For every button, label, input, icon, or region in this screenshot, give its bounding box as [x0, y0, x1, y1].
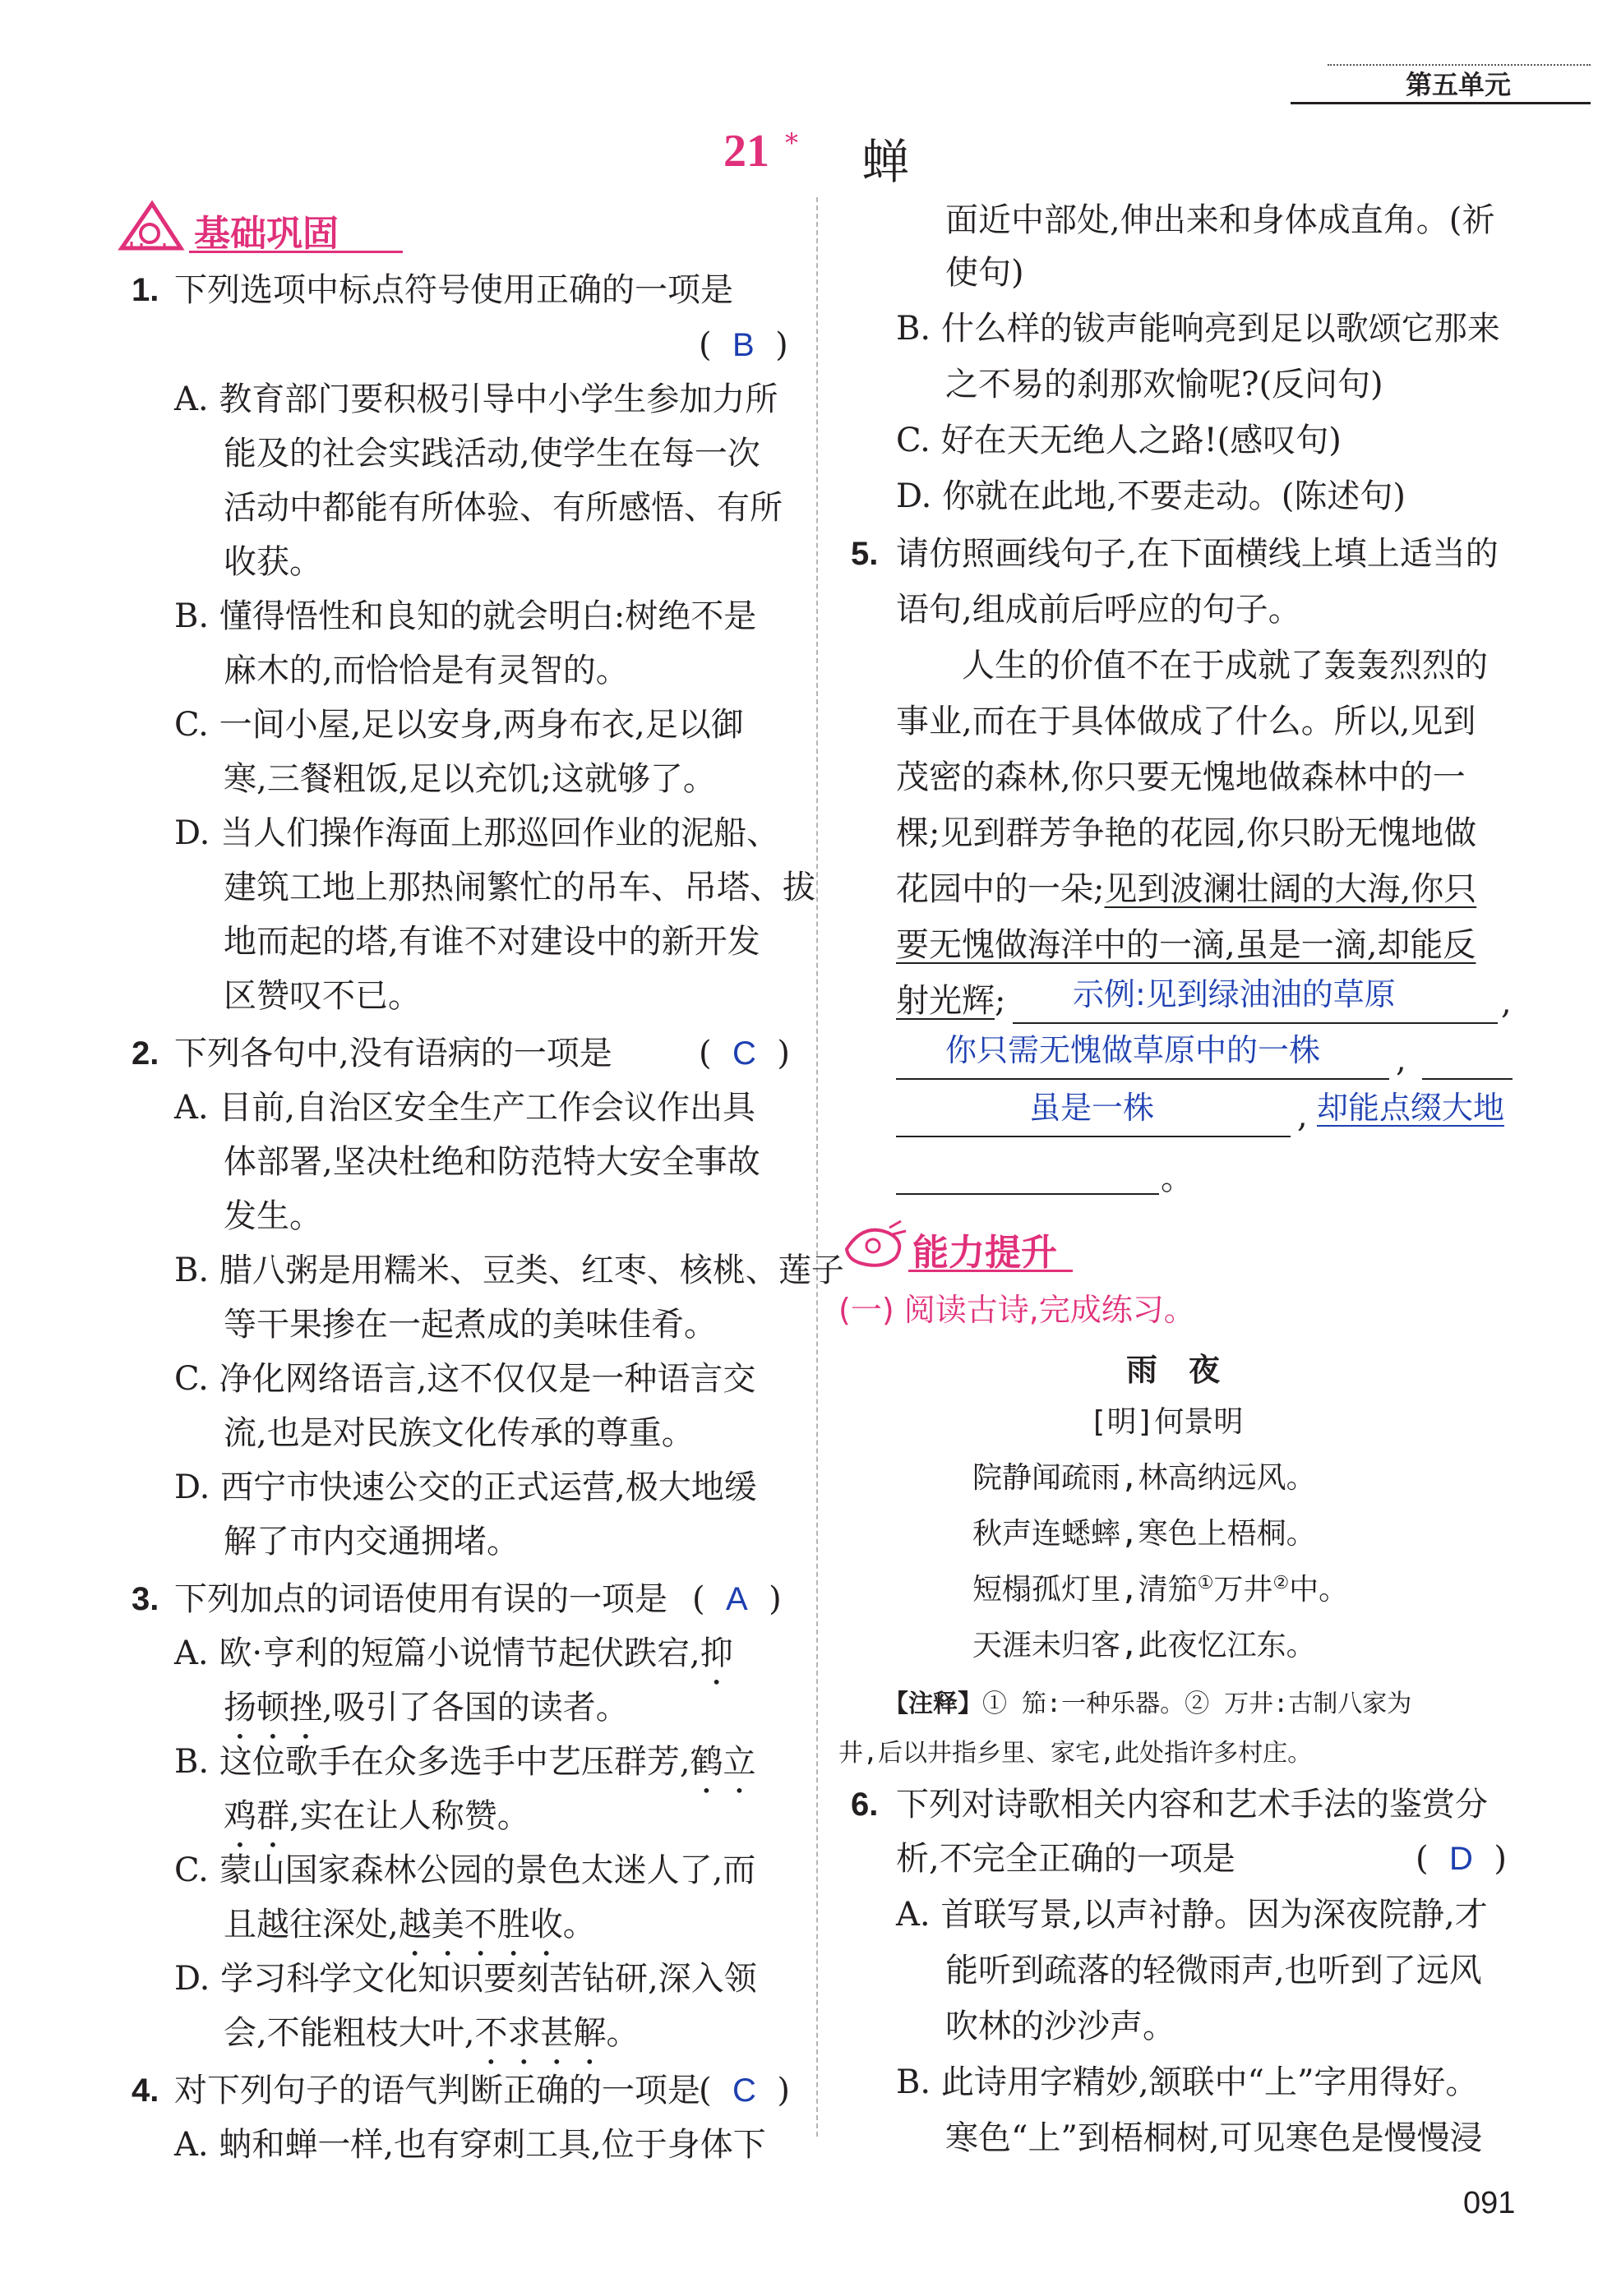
q2-answer-value: C — [732, 1035, 756, 1072]
q3-b2-text: ,实在让人称赞。 — [289, 1797, 530, 1835]
q1-option-c-2: 寒,三餐粗饭,足以充饥;这就够了。 — [224, 760, 716, 798]
q3-number: 3. — [132, 1581, 159, 1617]
basics-underline — [189, 251, 403, 253]
q3-b1-text: B. 这位歌手在众多选手中艺压群芳, — [174, 1743, 690, 1781]
q5-fill-2: 你只需无愧做草原中的一株 — [945, 1032, 1321, 1068]
q3-c2-text: 且越往深处, — [224, 1906, 399, 1943]
q4-option-a-2: 面近中部处,伸出来和身体成直角。(祈 — [945, 201, 1495, 239]
q2-answer: ( C ) — [699, 1035, 790, 1072]
q5-passage-3: 茂密的森林,你只要无愧地做森林中的一 — [896, 758, 1466, 796]
ability-icon — [838, 1216, 912, 1274]
q5-fill-3: 虽是一株 — [1029, 1090, 1155, 1126]
q5-comma-2: , — [1396, 1041, 1406, 1079]
q5-fill-1: 示例:见到绿油油的草原 — [1073, 976, 1396, 1012]
note-text-1: ① 笳:一种乐器。② 万井:古制八家为 — [982, 1690, 1412, 1718]
q6-option-b-2: 寒色“上”到梧桐树,可见寒色是慢慢浸 — [945, 2119, 1483, 2157]
q5-passage-2: 事业,而在于具体做成了什么。所以,见到 — [896, 703, 1476, 740]
q6-answer-value: D — [1449, 1841, 1473, 1877]
unit-label: 第五单元 — [1406, 69, 1512, 100]
q3-answer-value: A — [726, 1581, 748, 1617]
q1-option-a-1: A. 教育部门要积极引导中小学生参加力所 — [174, 380, 778, 418]
q2-option-b-2: 等干果掺在一起煮成的美味佳肴。 — [224, 1306, 717, 1344]
q6-option-a-3: 吹林的沙沙声。 — [945, 2008, 1175, 2045]
q3-answer: ( A ) — [692, 1580, 782, 1618]
q3-a1-text: A. 欧·亨利的短篇小说情节起伏跌宕, — [174, 1634, 700, 1672]
q6-stem-2: 析,不完全正确的一项是 — [896, 1840, 1235, 1878]
q4-option-b-1: B. 什么样的钹声能响亮到足以歌颂它那来 — [896, 310, 1500, 348]
q1-option-b-2: 麻木的,而恰恰是有灵智的。 — [224, 652, 629, 689]
q4-stem: 对下列句子的语气判断正确的一项是 — [174, 2072, 700, 2109]
q1-number: 1. — [132, 272, 159, 308]
q1-option-a-3: 活动中都能有所体验、有所感悟、有所 — [224, 489, 783, 527]
q5-blank-4[interactable] — [896, 1136, 1291, 1137]
q4-option-c: C. 好在天无绝人之路!(感叹句) — [896, 422, 1342, 459]
poem-line-3-a: 短榻孤灯里,清笳 — [972, 1573, 1198, 1607]
q3-option-d-1: D. 学习科学文化知识要刻苦钻研,深入领 — [174, 1960, 757, 1998]
poem-line-2: 秋声连蟋蟀,寒色上梧桐。 — [972, 1517, 1316, 1551]
q3-d2-end: 。 — [606, 2014, 640, 2052]
q3-a2-text: ,吸引了各国的读者。 — [322, 1689, 629, 1727]
q6-option-a-1: A. 首联写景,以声衬静。因为深夜院静,才 — [896, 1896, 1488, 1934]
q5-stem-2: 语句,组成前后呼应的句子。 — [896, 591, 1301, 629]
q2-option-c-2: 流,也是对民族文化传承的尊重。 — [224, 1414, 695, 1452]
q4-option-a-3: 使句) — [945, 254, 1024, 292]
q3-b2-dotted: 鸡群 — [224, 1797, 289, 1835]
q3-option-a-1 — [174, 1630, 733, 1692]
q5-p7-underlined: 射光辉 — [896, 982, 995, 1020]
q5-p5-text: 花园中的一朵; — [896, 870, 1105, 908]
q3-option-c-2 — [224, 1902, 596, 1963]
q1-option-d-2: 建筑工地上那热闹繁忙的吊车、吊塔、拔 — [224, 869, 815, 906]
q5-passage-5 — [896, 866, 1476, 912]
q1-stem: 下列选项中标点符号使用正确的一项是 — [174, 271, 733, 309]
poem-author: [明]何景明 — [1089, 1405, 1244, 1439]
q1-option-d-3: 地而起的塔,有谁不对建设中的新开发 — [224, 923, 760, 961]
q2-option-d-2: 解了市内交通拥堵。 — [224, 1523, 520, 1561]
q5-blank-2[interactable] — [896, 1078, 1389, 1080]
q3-a1-dotted: 抑 — [700, 1634, 733, 1672]
reading-one-heading: (一) 阅读古诗,完成练习。 — [838, 1292, 1195, 1328]
q2-option-c-1: C. 净化网络语言,这不仅仅是一种语言交 — [174, 1360, 756, 1398]
q2-number: 2. — [132, 1035, 159, 1072]
q1-option-d-1: D. 当人们操作海面上那巡回作业的泥船、 — [174, 814, 780, 852]
q5-period: 。 — [1161, 1160, 1194, 1197]
poem-notes-2: 井,后以井指乡里、家宅,此处指许多村庄。 — [838, 1739, 1313, 1768]
q6-option-b-1: B. 此诗用字精妙,颔联中“上”字用得好。 — [896, 2063, 1479, 2101]
q4-answer: ( C ) — [699, 2072, 790, 2109]
q1-option-b-1: B. 懂得悟性和良知的就会明白:树绝不是 — [174, 597, 757, 635]
q2-option-a-2: 体部署,坚决杜绝和防范特大安全事故 — [224, 1143, 760, 1181]
q2-option-d-1: D. 西宁市快速公交的正式运营,极大地缓 — [174, 1468, 757, 1506]
q3-option-c-1: C. 蒙山国家森林公园的景色太迷人了,而 — [174, 1851, 756, 1889]
q5-blank-1[interactable] — [1013, 1022, 1498, 1024]
q3-d2-dotted: 不求甚解 — [474, 2014, 607, 2052]
q3-d2-text: 会,不能粗枝大叶, — [224, 2014, 475, 2052]
q2-option-a-3: 发生。 — [224, 1197, 322, 1235]
poem-line-1: 院静闻疏雨,林高纳远风。 — [972, 1461, 1316, 1495]
lesson-number: 21 — [723, 126, 769, 177]
q4-option-d: D. 你就在此地,不要走动。(陈述句) — [896, 477, 1406, 515]
poem-line-3-c: 中。 — [1289, 1573, 1349, 1607]
q3-stem: 下列加点的词语使用有误的一项是 — [174, 1580, 667, 1618]
q5-passage-4: 棵;见到群芳争艳的花园,你只盼无愧地做 — [896, 814, 1477, 852]
q2-stem: 下列各句中,没有语病的一项是 — [174, 1035, 612, 1072]
q3-option-b-1 — [174, 1739, 756, 1800]
q2-option-b-1: B. 腊八粥是用糯米、豆类、红枣、核桃、莲子 — [174, 1252, 844, 1289]
q1-answer-value: B — [732, 327, 755, 363]
q4-option-b-2: 之不易的刹那欢愉呢?(反问句) — [945, 366, 1383, 403]
q5-number: 5. — [851, 536, 879, 572]
q6-stem-1: 下列对诗歌相关内容和艺术手法的鉴赏分 — [896, 1786, 1488, 1823]
poem-notes-1 — [884, 1683, 1411, 1719]
poem-line-3 — [972, 1566, 1348, 1608]
q5-blank-3[interactable] — [1422, 1078, 1513, 1080]
q5-comma-3: , — [1297, 1097, 1308, 1135]
q4-number: 4. — [132, 2072, 159, 2109]
q5-passage-7 — [896, 978, 1005, 1024]
column-divider — [816, 197, 818, 2137]
q6-option-a-2: 能听到疏落的轻微雨声,也听到了远风 — [945, 1952, 1482, 1989]
lesson-star: * — [785, 127, 798, 159]
q3-option-a-2 — [224, 1685, 629, 1746]
q5-comma-1: , — [1501, 984, 1512, 1021]
q3-option-d-2 — [224, 2010, 639, 2072]
q1-option-c-1: C. 一间小屋,足以安身,两身布衣,足以御 — [174, 706, 744, 744]
basics-icon — [115, 197, 189, 255]
q2-option-a-1: A. 目前,自治区安全生产工作会议作出具 — [174, 1089, 756, 1127]
page-number: 091 — [1463, 2186, 1516, 2220]
q4-answer-value: C — [732, 2072, 756, 2109]
q5-passage-6: 要无愧做海洋中的一滴,虽是一滴,却能反 — [896, 926, 1476, 964]
poem-line-4: 天涯未归客,此夜忆江东。 — [972, 1629, 1316, 1662]
section-ability: 能力提升 — [912, 1232, 1057, 1274]
footnote-ref-2: ② — [1272, 1573, 1290, 1593]
q3-c2-dotted: 越美不胜收 — [398, 1906, 563, 1943]
q3-b1-dotted: 鹤立 — [690, 1743, 756, 1781]
q5-passage-1: 人生的价值不在于成就了轰轰烈烈的 — [962, 647, 1488, 685]
q5-stem-1: 请仿照画线句子,在下面横线上填上适当的 — [896, 535, 1499, 573]
footnote-ref-1: ① — [1197, 1573, 1214, 1593]
q4-option-a-1: A. 蚋和蝉一样,也有穿刺工具,位于身体下 — [174, 2126, 766, 2164]
q3-c2-end: 。 — [562, 1906, 596, 1943]
q1-option-d-4: 区赞叹不已。 — [224, 977, 421, 1015]
ability-underline — [908, 1270, 1073, 1272]
q1-option-a-4: 收获。 — [224, 543, 322, 581]
q5-fill-4: 却能点缀大地 — [1317, 1090, 1505, 1126]
q6-number: 6. — [851, 1787, 879, 1823]
q3-option-b-2 — [224, 1793, 530, 1855]
poem-line-3-b: 万井 — [1213, 1573, 1273, 1607]
header-rule — [1291, 102, 1591, 104]
note-label: 【注释】 — [884, 1690, 982, 1718]
section-basics: 基础巩固 — [194, 213, 339, 255]
q6-answer: ( D ) — [1416, 1840, 1507, 1878]
q5-p7-end: ; — [995, 982, 1006, 1020]
q5-blank-5[interactable] — [896, 1193, 1159, 1195]
q5-p5-underlined: 见到波澜壮阔的大海,你只 — [1104, 870, 1477, 908]
q3-a2-dotted: 扬顿挫 — [224, 1689, 322, 1727]
q1-option-a-2: 能及的社会实践活动,使学生在每一次 — [224, 435, 760, 473]
poem-title: 雨 夜 — [1126, 1352, 1221, 1388]
q1-answer: ( B ) — [699, 326, 788, 364]
lesson-title: 蝉 — [861, 134, 910, 190]
